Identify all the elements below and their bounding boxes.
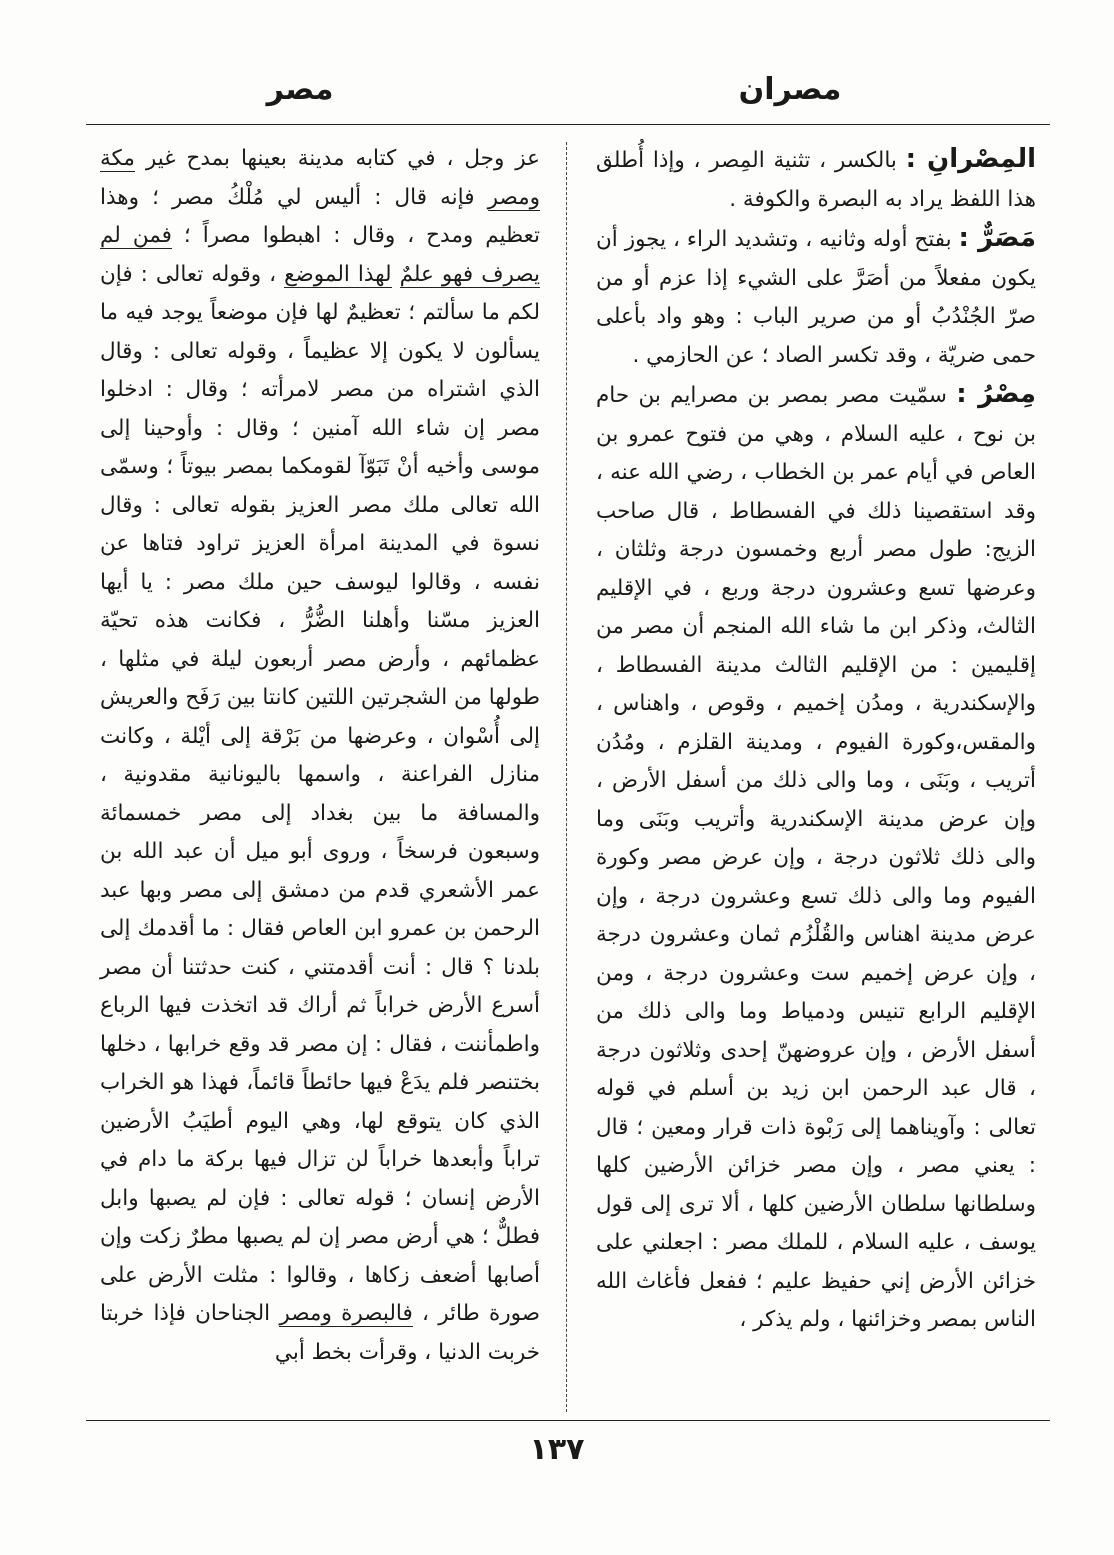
right-column	[596, 140, 1036, 1340]
entry-masarr	[596, 219, 1036, 375]
text-segment: فإنه قال : أليس لي مُلْكُ مصر ؛ وهذا تعظيم ومدح ، وقال : اهبطوا مصراً ؛	[100, 184, 540, 248]
entry-body: سمّيت مصر بمصر بن مصرايم بن حام بن نوح ، عليه السلام ، وهي من فتوح عمرو بن العاص في أيام عمر بن الخطاب ، رضي الله عنه ، وقد استقصينا ذلك في الفسطاط ، قال صاحب الزيج: طول مصر أربع وخمسون درجة وثلثان ، وعرضها تسع وعشرون درجة وربع ، في الإقليم الثالث، وذكر ابن ما شاء الله المنجم أن مصر من إقليمين : من الإقليم الثالث مدينة الفسطاط ، والإسكندرية ، ومدُن إخميم ، وقوص ، واهناس ، والمقس،وكورة الفيوم ، ومدينة القلزم ، ومُدُن أتريب ، وبَنَى ، وما والى ذلك من أسفل الأرض ، وإن عرض مدينة الإسكندرية وأتريب وبَنَى وما والى ذلك ثلاثون درجة ، وإن عرض مصر وكورة الفيوم وما والى ذلك تسع وعشرون درجة ، وإن عرض مدينة اهناس والقُلْزُم ثمان وعشرون درجة ، وإن عرض إخميم ست وعشرون درجة ، ومن الإقليم الرابع تنيس ودمياط وما والى ذلك من أسفل الأرض ، وإن عروضهنّ إحدى وثلاثون درجة ، قال عبد الرحمن ابن زيد بن أسلم في قوله تعالى : وآويناهما إلى رَبْوة ذات قرار ومعين ؛ قال : يعني مصر ، وإن مصر خزائن الأرضين كلها وسلطانها سلطان الأرضين كلها ، ألا ترى إلى قول يوسف ، عليه السلام ، للملك مصر : اجعلني على خزائن الأرض إني حفيظ عليم ؛ ففعل فأغاث الله الناس بمصر وخزائنها ، ولم يذكر ،	[596, 383, 1036, 1332]
entry-misran	[596, 140, 1036, 219]
underlined-phrase: فالبصرة ومصر	[279, 1301, 413, 1326]
entry-misr	[596, 375, 1036, 1340]
underlined-phrase: فمن لم يصرف فهو علم	[100, 223, 540, 287]
entry-head: المِصْرانِ :	[905, 144, 1037, 174]
text-segment: عز وجل ، في كتابه مدينة بعينها بمدح غير	[134, 146, 540, 171]
text-segment: الجناحان فإذا خربتا خربت الدنيا ، وقرأت بخط أبي	[100, 1301, 540, 1365]
running-head-right: مصران	[738, 72, 842, 107]
column-divider	[566, 142, 567, 1412]
continued-text	[100, 140, 540, 1372]
text-segment: ، وقوله تعالى : فإن لكم ما سألتم ؛ تعظيمٌ لها فإن موضعاً يوجد فيه ما يسألون لا يكون إلا عظيماً ، وقوله تعالى : وقال الذي اشتراه من مصر لامرأته ؛ وقال : ادخلوا مصر إن شاء الله آمنين ؛ وقال : وأوحينا إلى موسى وأخيه أنْ تَبَوّآ لقومكما بمصر بيوتاً ؛ وسمّى الله تعالى ملك مصر العزيز بقوله تعالى : وقال نسوة في المدينة امرأة العزيز تراود فتاها عن نفسه ، وقالوا ليوسف حين ملك مصر : يا أيها العزيز مسّنا وأهلنا الضُّرُّ ، فكانت هذه تحيّة عظمائهم ، وأرض مصر أربعون ليلة في مثلها ، طولها من الشجرتين اللتين كانتا بين رَفَح والعريش إلى أُسْوان ، وعرضها من بَرْقة إلى أيْلة ، وكانت منازل الفراعنة ، واسمها باليونانية مقدونية ، والمسافة ما بين بغداد إلى مصر خمسمائة وسبعون فرسخاً ، وروى أبو ميل أن عبد الله بن عمر الأشعري قدم من دمشق إلى مصر وبها عبد الرحمن بن عمرو ابن العاص فقال : ما أقدمك إلى بلدنا ؟ قال : أنت أقدمتني ، كنت حدثتنا أن مصر أسرع الأرض خراباً ثم أراك قد اتخذت فيها الرباع واطمأننت ، فقال : إن مصر قد وقع خرابها ، دخلها بختنصر فلم يدَعْ فيها حائطاً قائماً، فهذا هو الخراب الذي كان يتوقع لها، وهي اليوم أطيَبُ الأرضين تراباً وأبعدها خراباً لن تزال فيها بركة ما دام في الأرض إنسان ؛ قوله تعالى : فإن لم يصبها وابل فطلٌّ ؛ هي أرض مصر إن لم يصبها مطرٌ زكت وإن أصابها أضعف زكاها ، وقالوا : مثلت الأرض على صورة طائر ،	[100, 261, 540, 1326]
underlined-phrase: لهذا الموضع	[284, 261, 392, 287]
header-rule	[86, 124, 1050, 125]
underlined-phrase: مكة ومصر	[100, 146, 540, 210]
page-number: ١٣٧	[529, 1432, 585, 1467]
footer-rule	[86, 1420, 1050, 1421]
left-column	[100, 140, 540, 1372]
entry-body: بفتح أوله وثانيه ، وتشديد الراء ، يجوز أن يكون مفعلاً من أصَرَّ على الشيء إذا عزم أو من صرّ الجُنْدُبُ أو من صرير الباب : وهو واد بأعلى حمى ضريّة ، وقد تكسر الصاد ؛ عن الحازمي .	[596, 227, 1036, 368]
entry-head: مِصْرُ :	[956, 379, 1037, 409]
entry-head: مَصَرٌّ :	[958, 223, 1036, 253]
entry-body: بالكسر ، تثنية المِصر ، وإذا أُطلق هذا اللفظ يراد به البصرة والكوفة .	[596, 148, 1036, 212]
text-segment: ٌ	[391, 261, 400, 287]
running-head-left: مصر	[266, 72, 334, 107]
